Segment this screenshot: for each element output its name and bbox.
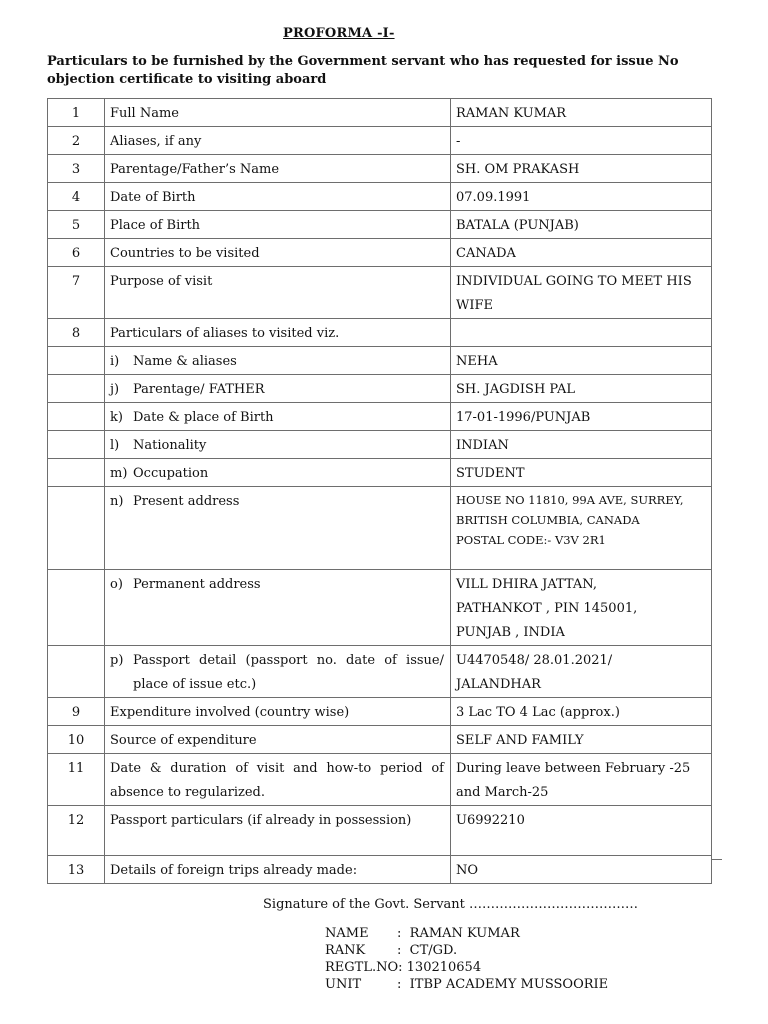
passport-line: JALANDHAR: [456, 677, 541, 692]
name-label: NAME: [325, 926, 369, 941]
particulars-table: [47, 98, 712, 884]
field-label: [105, 347, 451, 375]
item-marker: j): [110, 382, 120, 397]
field-value: [451, 646, 712, 698]
row-number: 2: [48, 127, 105, 155]
table-row: [48, 99, 712, 127]
row-number: [48, 403, 105, 431]
field-value: During leave between February -25 and March-25: [451, 754, 712, 806]
field-value: SH. OM PRAKASH: [451, 155, 712, 183]
row-number: [48, 646, 105, 698]
field-value: INDIAN: [451, 431, 712, 459]
passport-line: U4470548/ 28.01.2021/: [456, 653, 613, 668]
name-value: RAMAN KUMAR: [409, 926, 520, 941]
field-label: [105, 403, 451, 431]
table-row: [48, 726, 712, 754]
field-value: SH. JAGDISH PAL: [451, 375, 712, 403]
field-label: [105, 431, 451, 459]
table-row: [48, 487, 712, 570]
field-label: [105, 375, 451, 403]
item-label: Nationality: [133, 438, 207, 453]
field-label: [105, 459, 451, 487]
item-label: Passport detail (passport no. date of issue/ place of issue etc.): [133, 653, 444, 692]
field-value: BATALA (PUNJAB): [451, 211, 712, 239]
unit-label: UNIT: [325, 977, 362, 992]
row-number: 1: [48, 99, 105, 127]
proforma-title: PROFORMA -I-: [283, 26, 395, 41]
table-row: [48, 459, 712, 487]
row-number: [48, 431, 105, 459]
table-row: [48, 347, 712, 375]
field-value: U6992210: [451, 806, 712, 856]
address-line: BRITISH COLUMBIA, CANADA: [456, 513, 640, 527]
field-value: 07.09.1991: [451, 183, 712, 211]
item-label: Permanent address: [133, 577, 261, 592]
field-value: NO: [451, 856, 712, 884]
field-value: RAMAN KUMAR: [451, 99, 712, 127]
field-value: SELF AND FAMILY: [451, 726, 712, 754]
row-number: [48, 487, 105, 570]
field-label: Parentage/Father’s Name: [105, 155, 451, 183]
table-row: [48, 646, 712, 698]
table-row: [48, 806, 712, 856]
item-marker: i): [110, 354, 120, 369]
field-value: 3 Lac TO 4 Lac (approx.): [451, 698, 712, 726]
field-label: Particulars of aliases to visited viz.: [105, 319, 451, 347]
field-label: [105, 570, 451, 646]
field-label: Date & duration of visit and how-to period of absence to regularized.: [105, 754, 451, 806]
address-line: PUNJAB , INDIA: [456, 625, 565, 640]
table-row: [48, 431, 712, 459]
separator: :: [397, 926, 410, 941]
field-label: Passport particulars (if already in possession): [105, 806, 451, 856]
row-number: 10: [48, 726, 105, 754]
field-label: [105, 646, 451, 698]
field-value: -: [451, 127, 712, 155]
item-label: Present address: [133, 494, 240, 509]
field-label: Details of foreign trips already made:: [105, 856, 451, 884]
row-number: 11: [48, 754, 105, 806]
field-value: CANADA: [451, 239, 712, 267]
address-line: HOUSE NO 11810, 99A AVE, SURREY,: [456, 493, 684, 507]
table-row: [48, 319, 712, 347]
field-value: INDIVIDUAL GOING TO MEET HIS WIFE: [451, 267, 712, 319]
address-line: VILL DHIRA JATTAN,: [456, 577, 597, 592]
row-number: 4: [48, 183, 105, 211]
item-marker: m): [110, 466, 128, 481]
item-marker: l): [110, 438, 120, 453]
field-label: Countries to be visited: [105, 239, 451, 267]
item-marker: n): [110, 494, 124, 509]
field-value: [451, 319, 712, 347]
item-marker: p): [110, 653, 124, 668]
field-value: [451, 570, 712, 646]
address-line: POSTAL CODE:- V3V 2R1: [456, 533, 606, 547]
item-label: Date & place of Birth: [133, 410, 274, 425]
table-row: [48, 211, 712, 239]
row-number: 12: [48, 806, 105, 856]
row-number: 13: [48, 856, 105, 884]
table-divider: [711, 859, 722, 860]
row-number: [48, 570, 105, 646]
field-label: Purpose of visit: [105, 267, 451, 319]
row-number: 3: [48, 155, 105, 183]
field-label: Full Name: [105, 99, 451, 127]
item-marker: o): [110, 577, 123, 592]
field-label: Aliases, if any: [105, 127, 451, 155]
field-label: Source of expenditure: [105, 726, 451, 754]
table-row: [48, 403, 712, 431]
row-number: [48, 375, 105, 403]
signature-line: Signature of the Govt. Servant …………………………………: [263, 897, 639, 912]
item-marker: k): [110, 410, 123, 425]
form-description: Particulars to be furnished by the Government servant who has requested for issue No objection certificate to visiting aboard: [47, 54, 679, 87]
row-number: 7: [48, 267, 105, 319]
separator: :: [397, 943, 410, 958]
address-line: PATHANKOT , PIN 145001,: [456, 601, 638, 616]
table-row: [48, 856, 712, 884]
table-row: [48, 239, 712, 267]
unit-detail: [325, 976, 608, 993]
field-value: 17-01-1996/PUNJAB: [451, 403, 712, 431]
item-label: Name & aliases: [133, 354, 237, 369]
table-row: [48, 267, 712, 319]
rank-value: CT/GD.: [409, 943, 458, 958]
regtl-value: 130210654: [406, 960, 482, 975]
field-value: STUDENT: [451, 459, 712, 487]
field-label: Place of Birth: [105, 211, 451, 239]
field-label: Date of Birth: [105, 183, 451, 211]
row-number: 8: [48, 319, 105, 347]
row-number: [48, 459, 105, 487]
regtl-label: REGTL.NO:: [325, 960, 403, 975]
table-row: [48, 570, 712, 646]
rank-label: RANK: [325, 943, 366, 958]
separator: :: [397, 977, 410, 992]
field-value: NEHA: [451, 347, 712, 375]
row-number: 9: [48, 698, 105, 726]
field-label: [105, 487, 451, 570]
row-number: [48, 347, 105, 375]
name-detail: [325, 925, 520, 942]
unit-value: ITBP ACADEMY MUSSOORIE: [409, 977, 609, 992]
field-value: [451, 487, 712, 570]
row-number: 6: [48, 239, 105, 267]
table-row: [48, 698, 712, 726]
rank-detail: [325, 942, 457, 959]
item-label: Occupation: [133, 466, 209, 481]
row-number: 5: [48, 211, 105, 239]
field-label: Expenditure involved (country wise): [105, 698, 451, 726]
table-row: [48, 127, 712, 155]
table-row: [48, 155, 712, 183]
table-row: [48, 754, 712, 806]
table-row: [48, 183, 712, 211]
item-label: Parentage/ FATHER: [133, 382, 265, 397]
table-row: [48, 375, 712, 403]
regtl-detail: [325, 959, 481, 976]
